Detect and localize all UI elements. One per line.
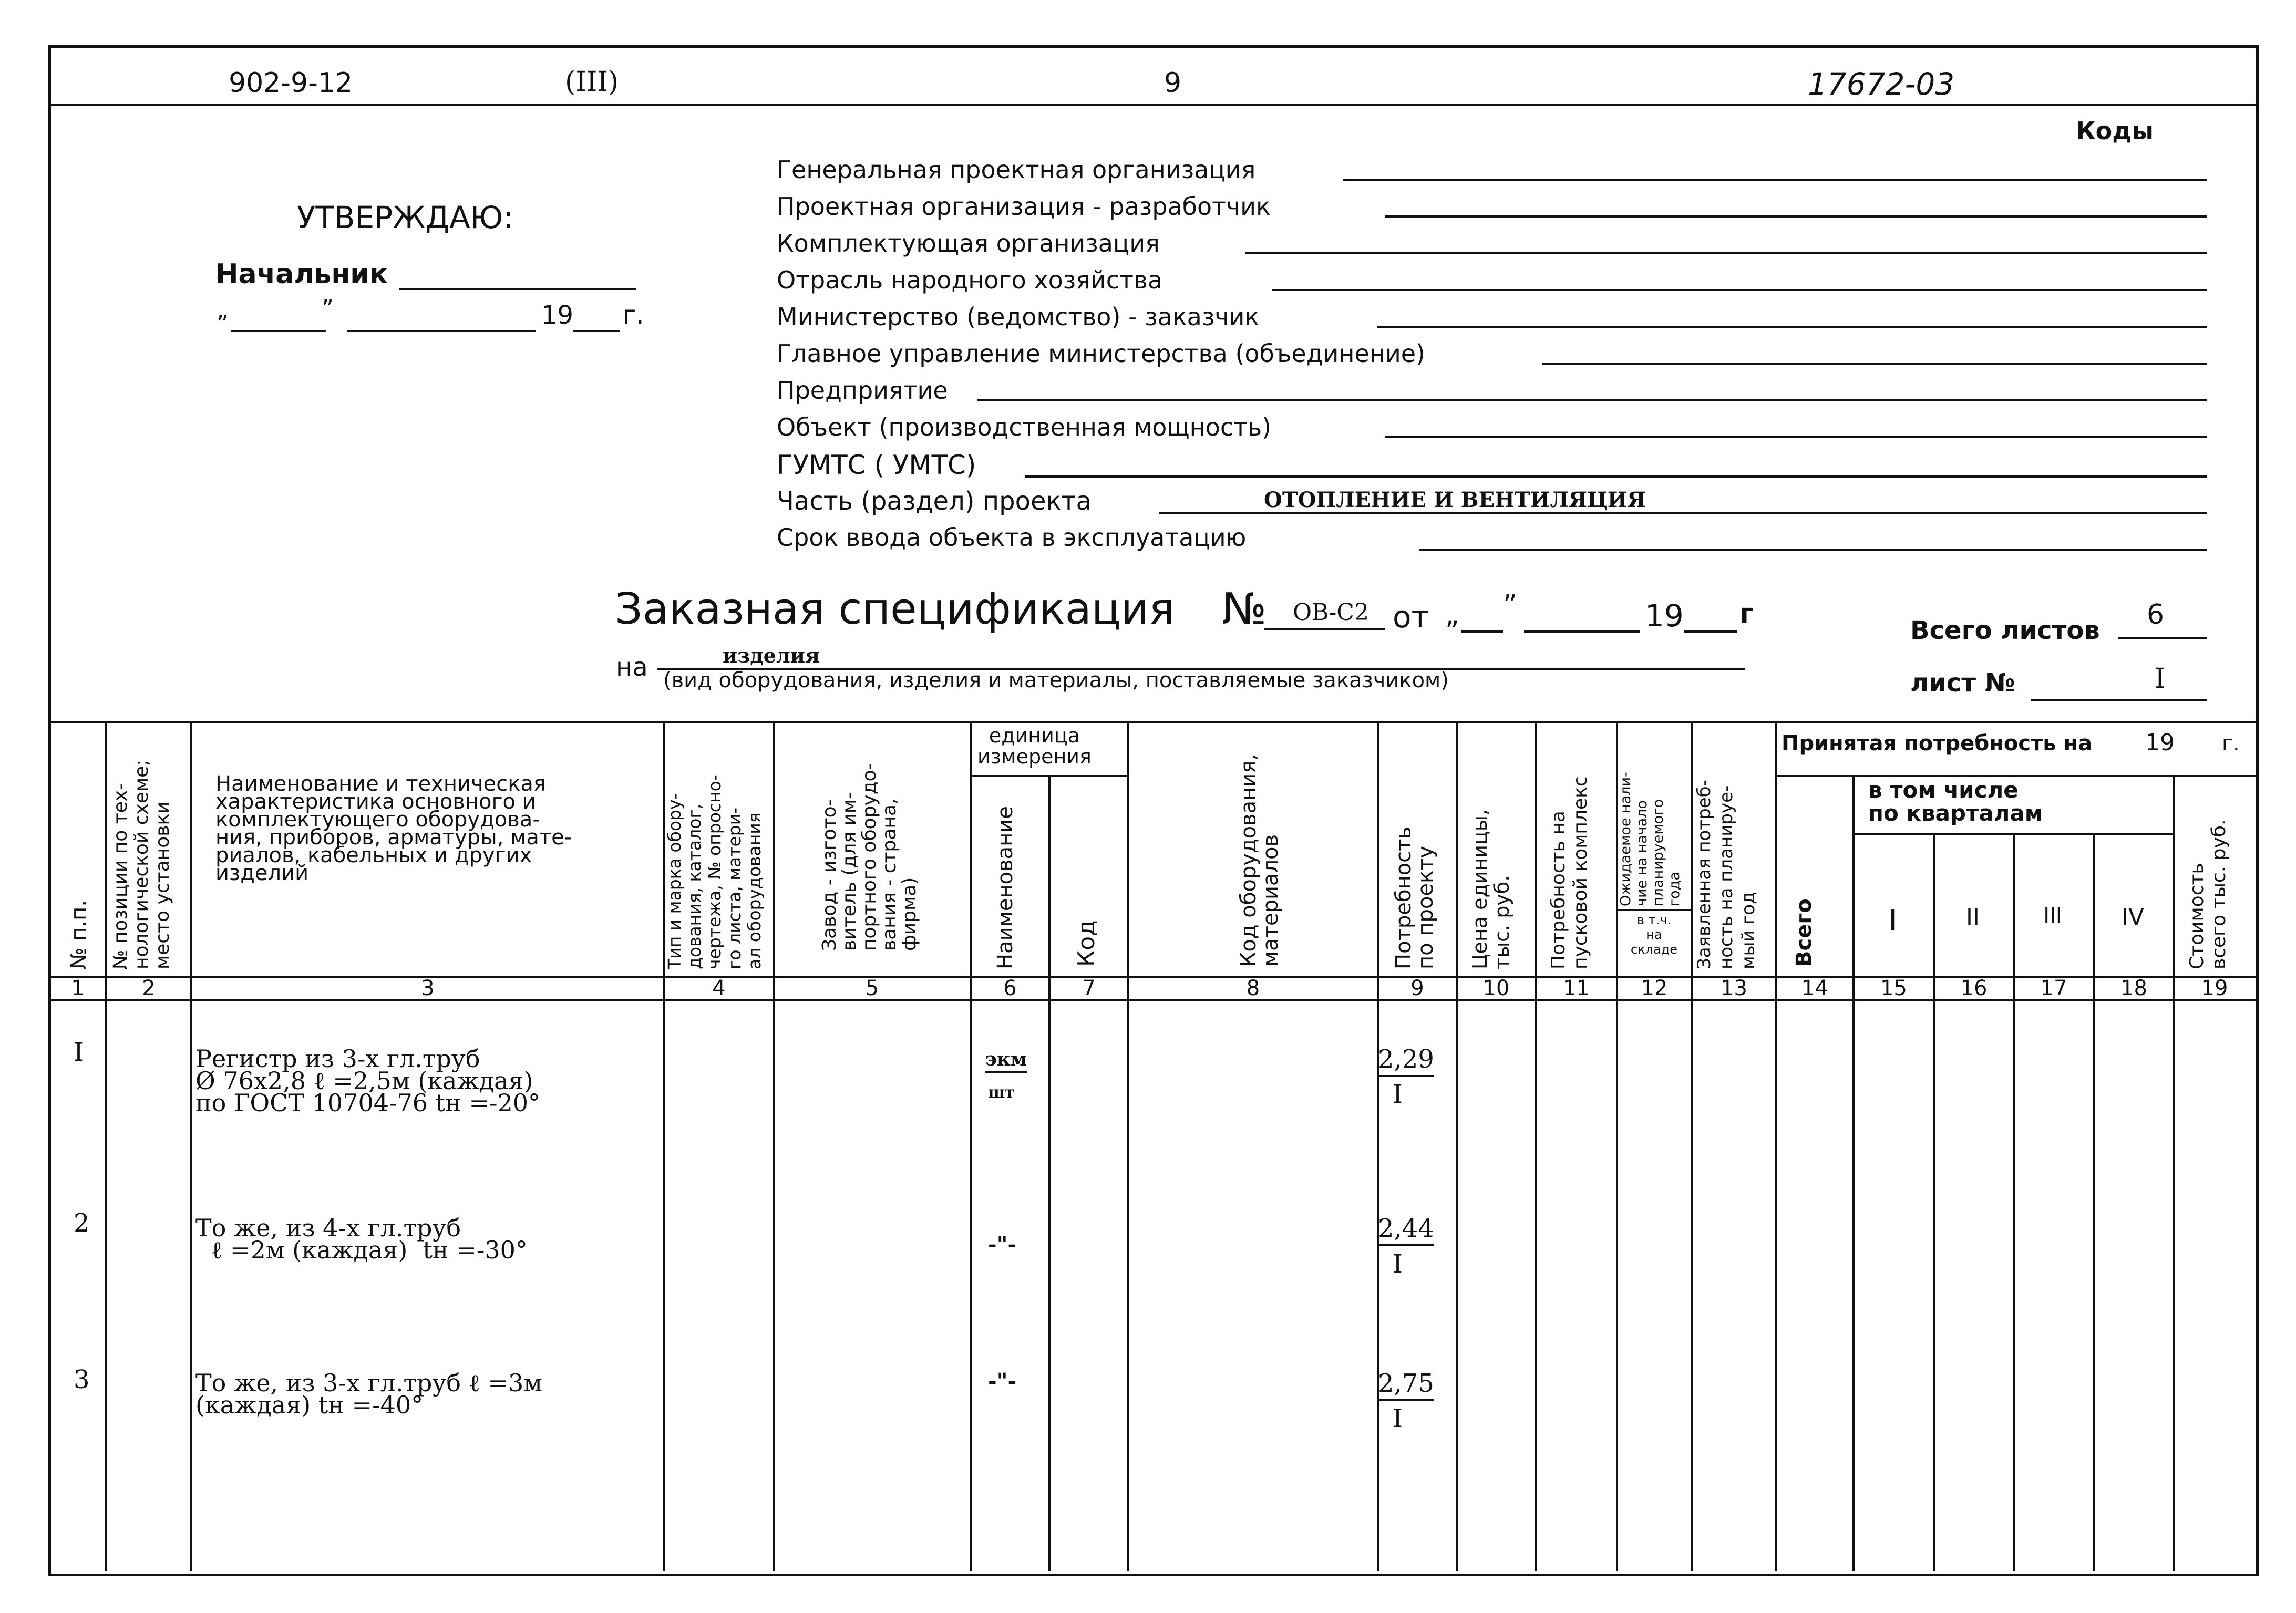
col-line [1377,721,1379,1571]
org-field-label: Комплектующая организация [777,229,1160,257]
header-c14: Всего [1792,898,1816,967]
org-field-line[interactable] [1272,289,2207,291]
col-line [1127,721,1129,1571]
org-field-label: Срок ввода объекта в эксплуатацию [777,523,1247,552]
org-field-line[interactable] [1385,436,2207,438]
row-name-line: Регистр из 3-х гл.труб [195,1045,480,1073]
row-qty-top: 2,44 [1378,1214,1434,1246]
column-number: 16 [1960,976,1988,1000]
spec-number: ОВ-С2 [1293,599,1369,626]
spec-year-suffix: г [1739,598,1754,629]
row-name-line: Ø 76x2,8 ℓ =2,5м (каждая) [195,1067,533,1095]
spec-quote-open: „ [1445,599,1459,630]
col-line [1775,721,1777,1571]
header-c10: Цена единицы, тыс. руб. [1468,809,1513,969]
col-line [2093,833,2095,1571]
row-qty-bottom: I [1393,1249,1403,1279]
row-qty-top: 2,75 [1378,1369,1434,1401]
row-qty [1378,1214,1434,1246]
header-c1: № п.п. [67,899,91,969]
date-quote-open: „ [217,297,229,324]
spec-title: Заказная спецификация [615,584,1175,634]
column-number: 13 [1721,976,1747,1000]
header-c3: Наименование и техническая характеристика основного и комплектующего оборудова- ния, приборов, арматуры, мате- риалов, кабельных и других изделий [215,772,572,885]
column-number: 8 [1246,976,1260,1000]
header-c5: Завод - изгото- витель (для им- портного оборудо- вания - страна, фирма) [819,763,920,951]
approval-year-line[interactable] [573,330,620,332]
row-name-line: по ГОСТ 10704-76 tн =-20° [195,1089,541,1117]
row-unit-name [985,1048,1027,1073]
row-number: 3 [74,1365,90,1394]
org-field-label: ГУМТС ( УМТС) [777,450,976,480]
org-field-line[interactable] [1419,549,2207,551]
spec-quote-close: ” [1503,590,1517,621]
org-field-label: Объект (производственная мощность) [777,413,1272,441]
column-number: 11 [1563,976,1590,1000]
approval-month-line[interactable] [347,330,536,332]
header-q2: II [1966,904,1980,930]
header-q3: III [2043,904,2062,928]
header-c6: Наименование [993,806,1017,969]
org-field-label: Генеральная проектная организация [777,156,1256,184]
spec-number-line[interactable] [1264,628,1385,630]
total-sheets-value: 6 [2147,599,2165,630]
column-number: 14 [1801,976,1828,1000]
c12-split-line [1616,909,1691,911]
header-accepted-label: Принятая потребность на [1782,731,2093,756]
header-c19: Стоимость всего тыс. руб. [2186,819,2230,969]
col-line [1933,833,1935,1571]
header-unit-group: единица измерения [977,724,1092,768]
column-number: 6 [1003,976,1017,1000]
row-unit-name-bottom: шт [988,1083,1015,1102]
col-line [1456,721,1458,1571]
project-part-value: ОТОПЛЕНИЕ И ВЕНТИЛЯЦИЯ [1264,488,1646,512]
column-number: 2 [142,976,156,1000]
column-number: 5 [865,976,879,1000]
row-qty-top: 2,29 [1378,1045,1434,1077]
header-q1: I [1888,904,1897,938]
org-field-label: Предприятие [777,376,948,405]
row-qty [1378,1369,1434,1401]
header-q4: IV [2121,904,2145,930]
total-sheets-label: Всего листов [1910,616,2100,645]
col-line [1691,721,1693,1571]
org-field-line[interactable] [1385,215,2207,218]
column-number: 19 [2201,976,2228,1000]
inventory-number: 17672-03 [1808,66,1955,102]
row-qty-bottom: I [1393,1080,1403,1109]
spec-year-line[interactable] [1684,630,1737,633]
column-number: 4 [712,976,726,1000]
column-number: 9 [1410,976,1424,1000]
row-qty-bottom: I [1393,1404,1403,1433]
approval-year-suffix: г. [623,301,644,330]
org-field-label: Отрасль народного хозяйства [777,266,1163,294]
row-number: 2 [74,1208,90,1238]
spec-month-line[interactable] [1524,630,1640,633]
column-number: 10 [1482,976,1510,1000]
column-number: 12 [1641,976,1668,1000]
col-line [2173,775,2175,1571]
row-number: I [74,1038,84,1067]
header-quarters-label: в том числе по кварталам [1868,777,2043,826]
sheet-number-line[interactable] [2031,699,2207,701]
row-name-line: То же, из 3-х гл.труб ℓ =3м [195,1369,542,1397]
row-unit-name-top: -"- [988,1369,1017,1393]
column-number: 15 [1880,976,1907,1000]
col-line [1048,775,1051,1571]
codes-label: Коды [2076,117,2154,145]
album-number: (III) [565,66,619,98]
header-c9: Потребность по проекту [1392,826,1438,969]
row-name-line: То же, из 4-х гл.труб [195,1214,461,1242]
header-c12b: в т.ч. на складе [1630,913,1678,957]
org-field-line[interactable] [1343,179,2207,181]
org-field-label: Главное управление министерства (объединение) [777,339,1426,368]
date-quote-close: ” [322,295,334,322]
org-field-line[interactable] [1159,512,2207,514]
col-line [1535,721,1537,1571]
column-number: 1 [71,976,85,1000]
spec-na-value: изделия [723,644,820,667]
org-field-line[interactable] [1377,326,2207,328]
header-c12: Ожидаемое нали- чие на начало планируемого года [1618,772,1683,906]
total-sheets-line[interactable] [2118,637,2207,639]
header-c13: Заявленная потреб- ность на планируе- мый год [1694,780,1759,969]
spec-na-caption: (вид оборудования, изделия и материалы, поставляемые заказчиком) [663,668,1449,692]
spec-na-label: на [616,653,648,682]
sheet-label: лист № [1910,668,2015,698]
row-qty [1378,1045,1434,1077]
sheet-number: I [2155,663,2166,695]
header-c7: Код [1073,920,1100,967]
header-c4: Тип и марка обору- дования, каталог, чертежа, № опросно- го листа, матери- ал оборудования [664,774,765,969]
org-field-label: Министерство (ведомство) - заказчик [777,303,1260,331]
col-line [773,721,775,1571]
chief-label: Начальник [215,259,388,290]
column-number: 3 [421,976,435,1000]
spec-number-sign: № [1222,584,1267,634]
doc-code: 902-9-12 [229,67,353,99]
header-c2: № позиции по тех- нологической схеме; место установки [110,759,173,969]
approval-day-line[interactable] [231,330,326,332]
approval-year-prefix: 19 [541,301,574,330]
org-field-line[interactable] [1025,475,2207,478]
approval-title: УТВЕРЖДАЮ: [297,200,513,235]
spec-from-label: от [1393,599,1429,635]
column-number: 18 [2120,976,2147,1000]
row-name-line: ℓ =2м (каждая) tн =-30° [195,1236,528,1264]
header-divider [48,104,2256,106]
table-top-line [48,721,2256,723]
row-name-line: (каждая) tн =-40° [195,1391,424,1419]
col-line [190,721,192,1571]
org-field-label: Часть (раздел) проекта [777,487,1092,516]
row-unit-name-top: экм [985,1048,1027,1073]
column-number: 17 [2040,976,2067,1000]
col-line [2013,833,2015,1571]
page-number: 9 [1164,67,1182,99]
org-field-line[interactable] [1542,363,2207,365]
chief-signature-line[interactable] [399,288,636,290]
row-unit-name-top: -"- [988,1232,1017,1257]
header-accepted-year-suffix: г. [2222,731,2240,756]
header-c8: Код оборудования, материалов [1237,753,1283,967]
col-line [105,721,107,1571]
header-c11: Потребность на пусковой комплекс [1548,776,1591,969]
org-field-line[interactable] [1245,252,2207,254]
org-field-line[interactable] [977,399,2207,401]
col-line [1852,775,1855,1571]
spec-day-line[interactable] [1461,630,1503,633]
col-line [970,721,972,1571]
spec-year-prefix: 19 [1645,598,1684,634]
column-number: 7 [1082,976,1096,1000]
org-field-label: Проектная организация - разработчик [777,192,1271,221]
header-accepted-year: 19 [2145,729,2175,756]
